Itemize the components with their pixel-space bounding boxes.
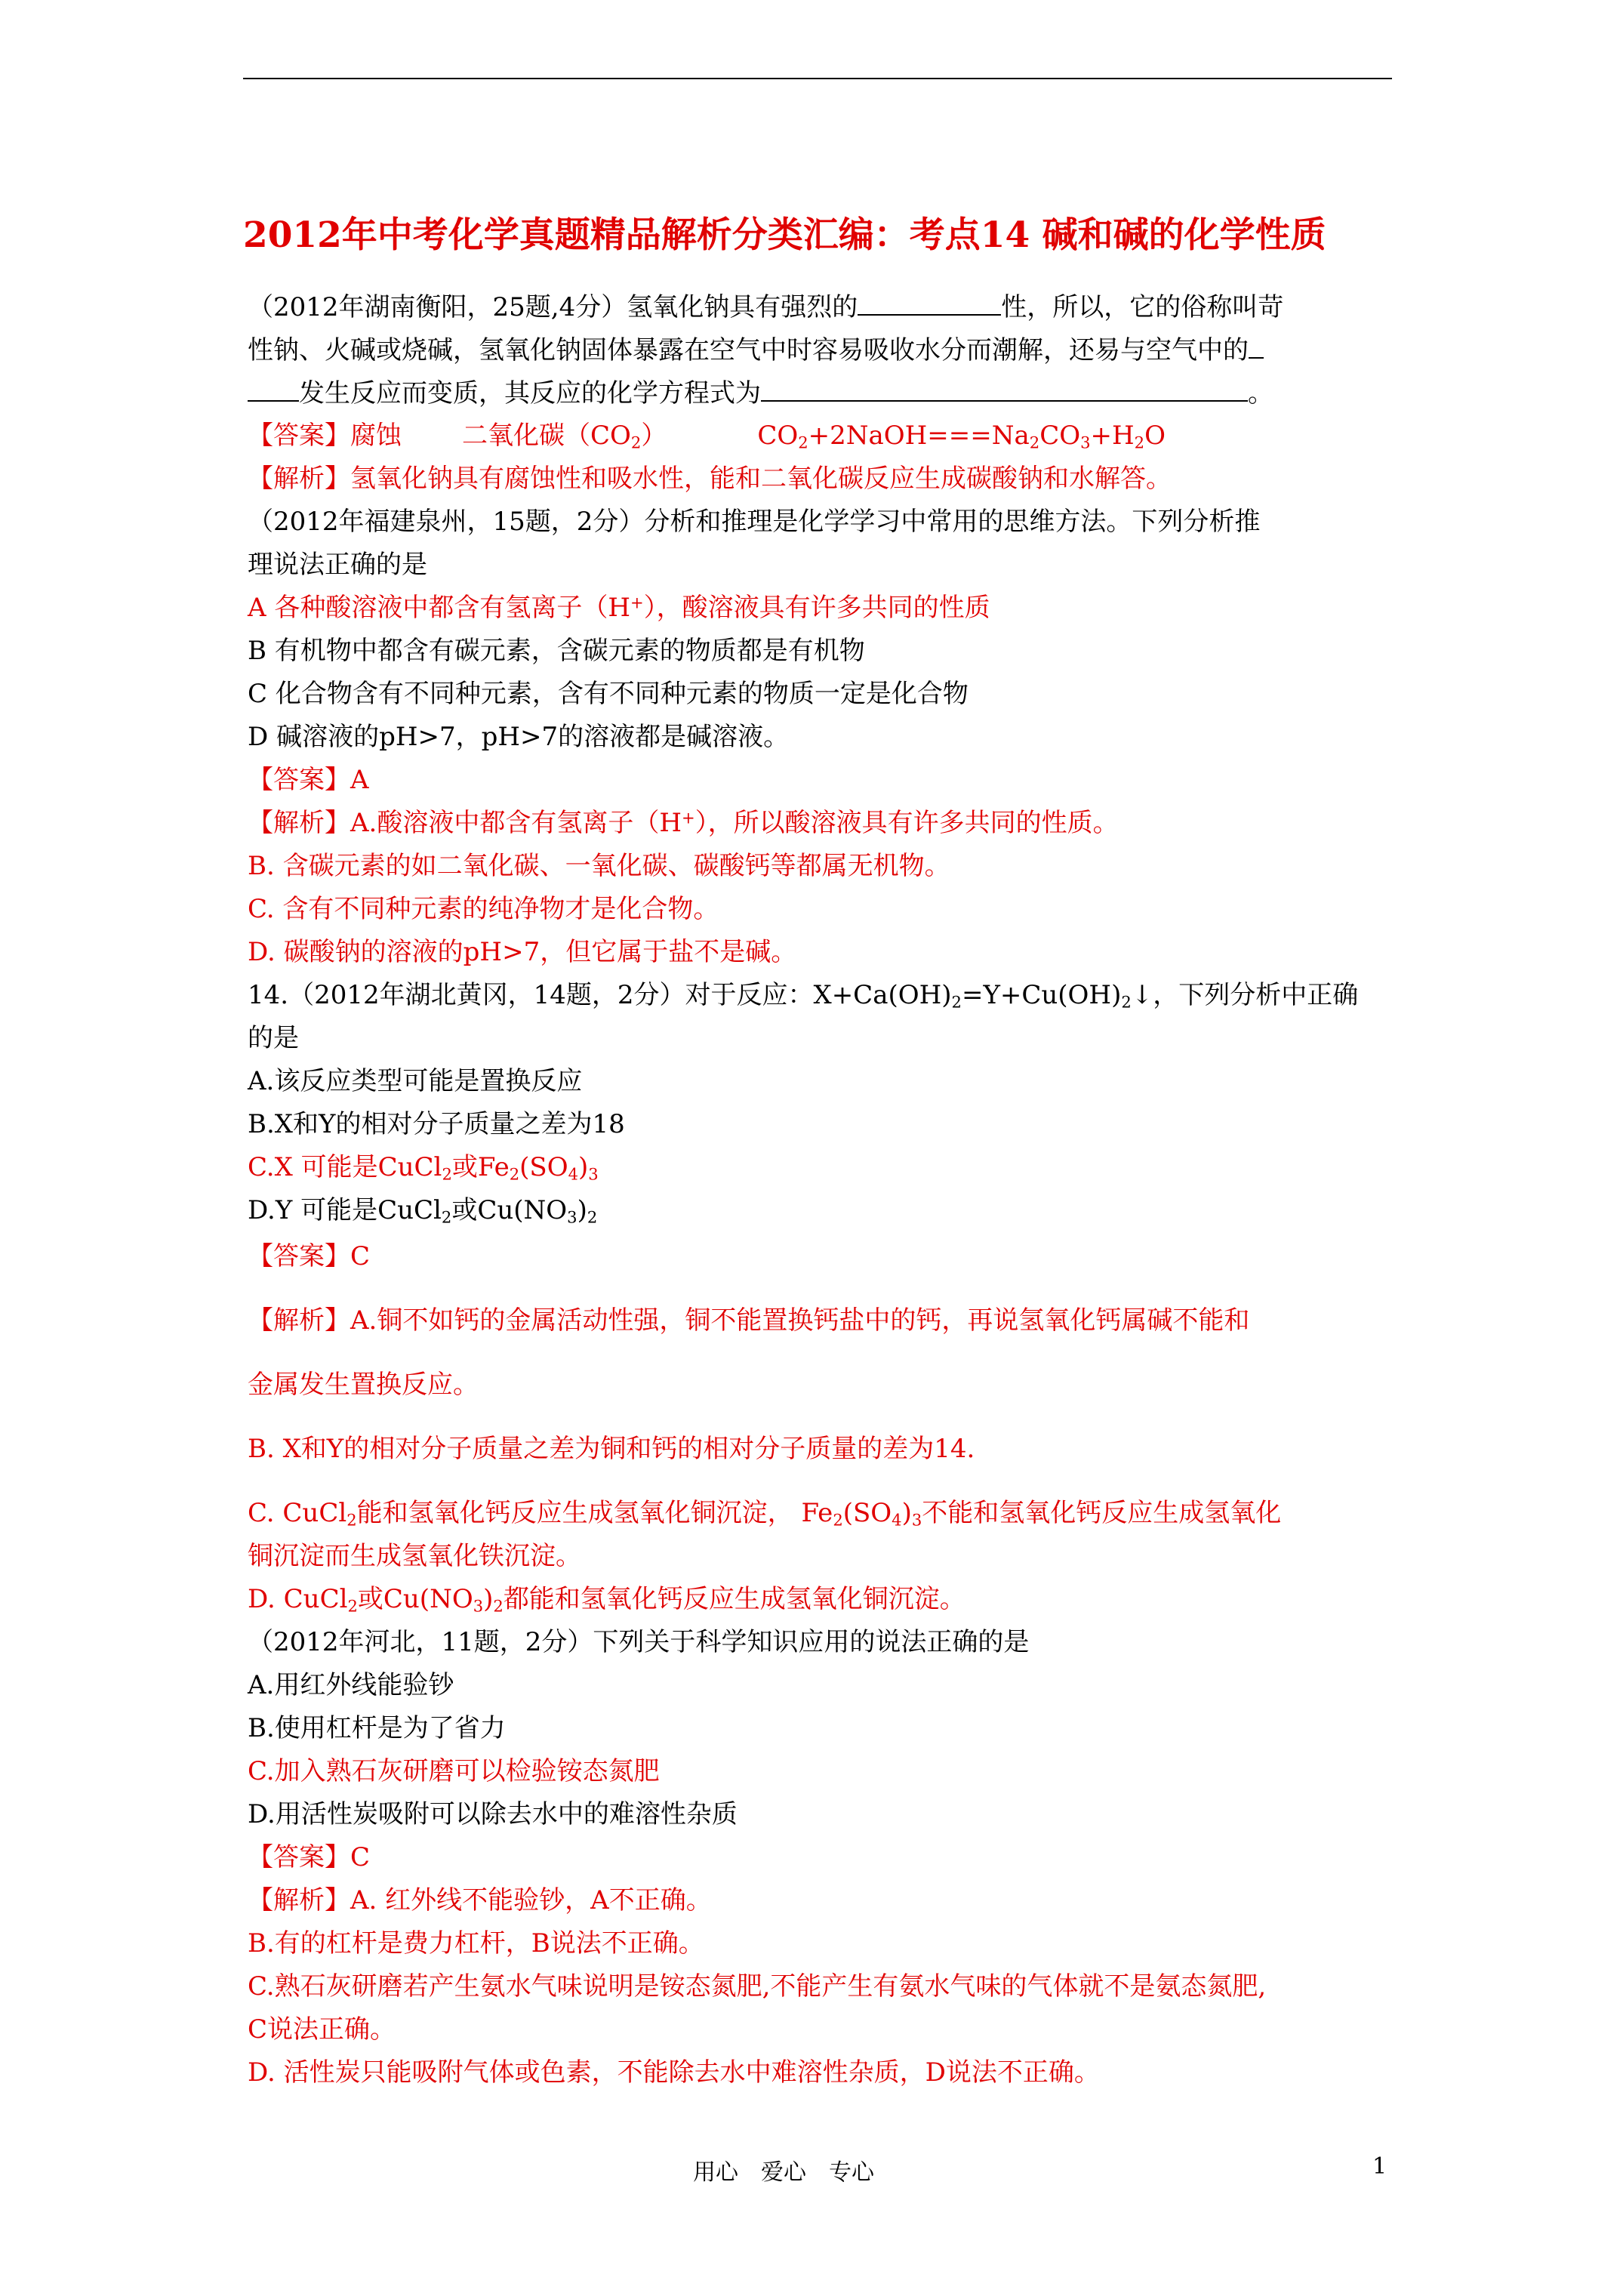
analysis-line: 【解析】A. 红外线不能验钞，A不正确。: [248, 1885, 712, 1915]
footer-motto: 用心 爱心 专心: [693, 2159, 874, 2186]
analysis-line: 【解析】A.酸溶液中都含有氢离子（H+），所以酸溶液具有许多共同的性质。: [248, 808, 1119, 838]
analysis-line: B. 含碳元素的如二氧化碳、一氧化碳、碳酸钙等都属无机物。: [248, 851, 950, 881]
question-stem: （2012年河北，11题，2分）下列关于科学知识应用的说法正确的是: [248, 1627, 1030, 1657]
question-stem: 发生反应而变质，其反应的化学方程式为 。: [248, 371, 1404, 415]
fill-blank: [858, 285, 1001, 316]
fill-blank: [1249, 328, 1264, 359]
option-a: A 各种酸溶液中都含有氢离子（H+），酸溶液具有许多共同的性质: [248, 593, 990, 623]
option-c: C.X 可能是CuCl$_2$或$Fe_2(SO_4)_3$: [248, 1152, 599, 1184]
option-b: B.使用杠杆是为了省力: [248, 1713, 506, 1743]
analysis-line: C.熟石灰研磨若产生氨水气味说明是铵态氮肥,不能产生有氨水气味的气体就不是氨态氮肥,: [248, 1971, 1267, 2002]
analysis-line: D. 活性炭只能吸附气体或色素，不能除去水中难溶性杂质，D说法不正确。: [248, 2057, 1100, 2088]
question-stem: 14.（2012年湖北黄冈，14题，2分）对于反应：$X+Ca(OH)_2=Y+Cu(OH)_2↓$，下列分析中正确: [248, 980, 1359, 1012]
option-c: C 化合物含有不同种元素，含有不同种元素的物质一定是化合物: [248, 679, 969, 709]
answer-line: 【答案】C: [248, 1241, 371, 1271]
document-body: [248, 285, 1404, 2094]
analysis-line: D. 碳酸钠的溶液的pH>7，但它属于盐不是碱。: [248, 937, 797, 967]
page-footer: [0, 2153, 1623, 2184]
option-d: D.用活性炭吸附可以除去水中的难溶性杂质: [248, 1799, 738, 1829]
answer-line: 【答案】A: [248, 765, 369, 795]
question-4: [248, 1621, 1404, 2094]
analysis-line: C. CuCl$_2$能和氢氧化钙反应生成氢氧化铜沉淀， $Fe_2(SO_4)_3$不能和氢氧化钙反应生成氢氧化: [248, 1498, 1282, 1530]
analysis-line: C. 含有不同种元素的纯净物才是化合物。: [248, 894, 719, 924]
analysis-line: 【解析】氢氧化钠具有腐蚀性和吸水性，能和二氧化碳反应生成碳酸钠和水解答。: [248, 464, 1172, 494]
option-d: D.Y 可能是CuCl$_2$或$Cu(NO_3)_2$: [248, 1195, 598, 1227]
answer-line: 【答案】腐蚀 二氧化碳$(CO_2)$ $CO_2+2NaOH===Na_2CO_3+H_2O$: [248, 421, 1166, 452]
question-stem: （2012年湖南衡阳，25题,4分）氢氧化钠具有强烈的 性，所以，它的俗称叫苛: [248, 285, 1404, 328]
option-a: A.该反应类型可能是置换反应: [248, 1066, 583, 1096]
analysis-line: 金属发生置换反应。: [248, 1370, 479, 1400]
question-3: [248, 974, 1404, 1621]
analysis-line: 铜沉淀而生成氢氧化铁沉淀。: [248, 1541, 581, 1571]
question-2: [248, 501, 1404, 974]
option-c: C.加入熟石灰研磨可以检验铵态氮肥: [248, 1756, 660, 1786]
document-title: 2012年中考化学真题精品解析分类汇编：考点14 碱和碱的化学性质: [243, 214, 1326, 256]
page-number: 1: [1372, 2153, 1387, 2180]
option-b: B.X和Y的相对分子质量之差为18: [248, 1109, 625, 1139]
analysis-line: C说法正确。: [248, 2014, 396, 2045]
analysis-line: B.有的杠杆是费力杠杆，B说法不正确。: [248, 1928, 704, 1959]
analysis-line: 【解析】A.铜不如钙的金属活动性强，铜不能置换钙盐中的钙，再说氢氧化钙属碱不能和: [248, 1305, 1250, 1336]
answer-line: 【答案】C: [248, 1842, 371, 1872]
question-stem: 理说法正确的是: [248, 550, 427, 580]
option-a: A.用红外线能验钞: [248, 1670, 454, 1700]
question-stem: 的是: [248, 1023, 299, 1053]
option-b: B 有机物中都含有碳元素，含碳元素的物质都是有机物: [248, 636, 865, 666]
analysis-line: B. X和Y的相对分子质量之差为铜和钙的相对分子质量的差为14.: [248, 1434, 975, 1464]
header-rule: [243, 78, 1392, 79]
option-d: D 碱溶液的pH>7，pH>7的溶液都是碱溶液。: [248, 722, 790, 752]
question-stem: （2012年福建泉州，15题，2分）分析和推理是化学学习中常用的思维方法。下列分析推: [248, 507, 1261, 537]
analysis-line: D. CuCl$_2$或$Cu(NO_3)_2$都能和氢氧化钙反应生成氢氧化铜沉淀。: [248, 1584, 965, 1616]
question-1: [248, 285, 1404, 501]
fill-blank: [248, 371, 299, 402]
question-stem: 性钠、火碱或烧碱，氢氧化钠固体暴露在空气中时容易吸收水分而潮解，还易与空气中的: [248, 328, 1404, 371]
fill-blank: [761, 371, 1248, 402]
